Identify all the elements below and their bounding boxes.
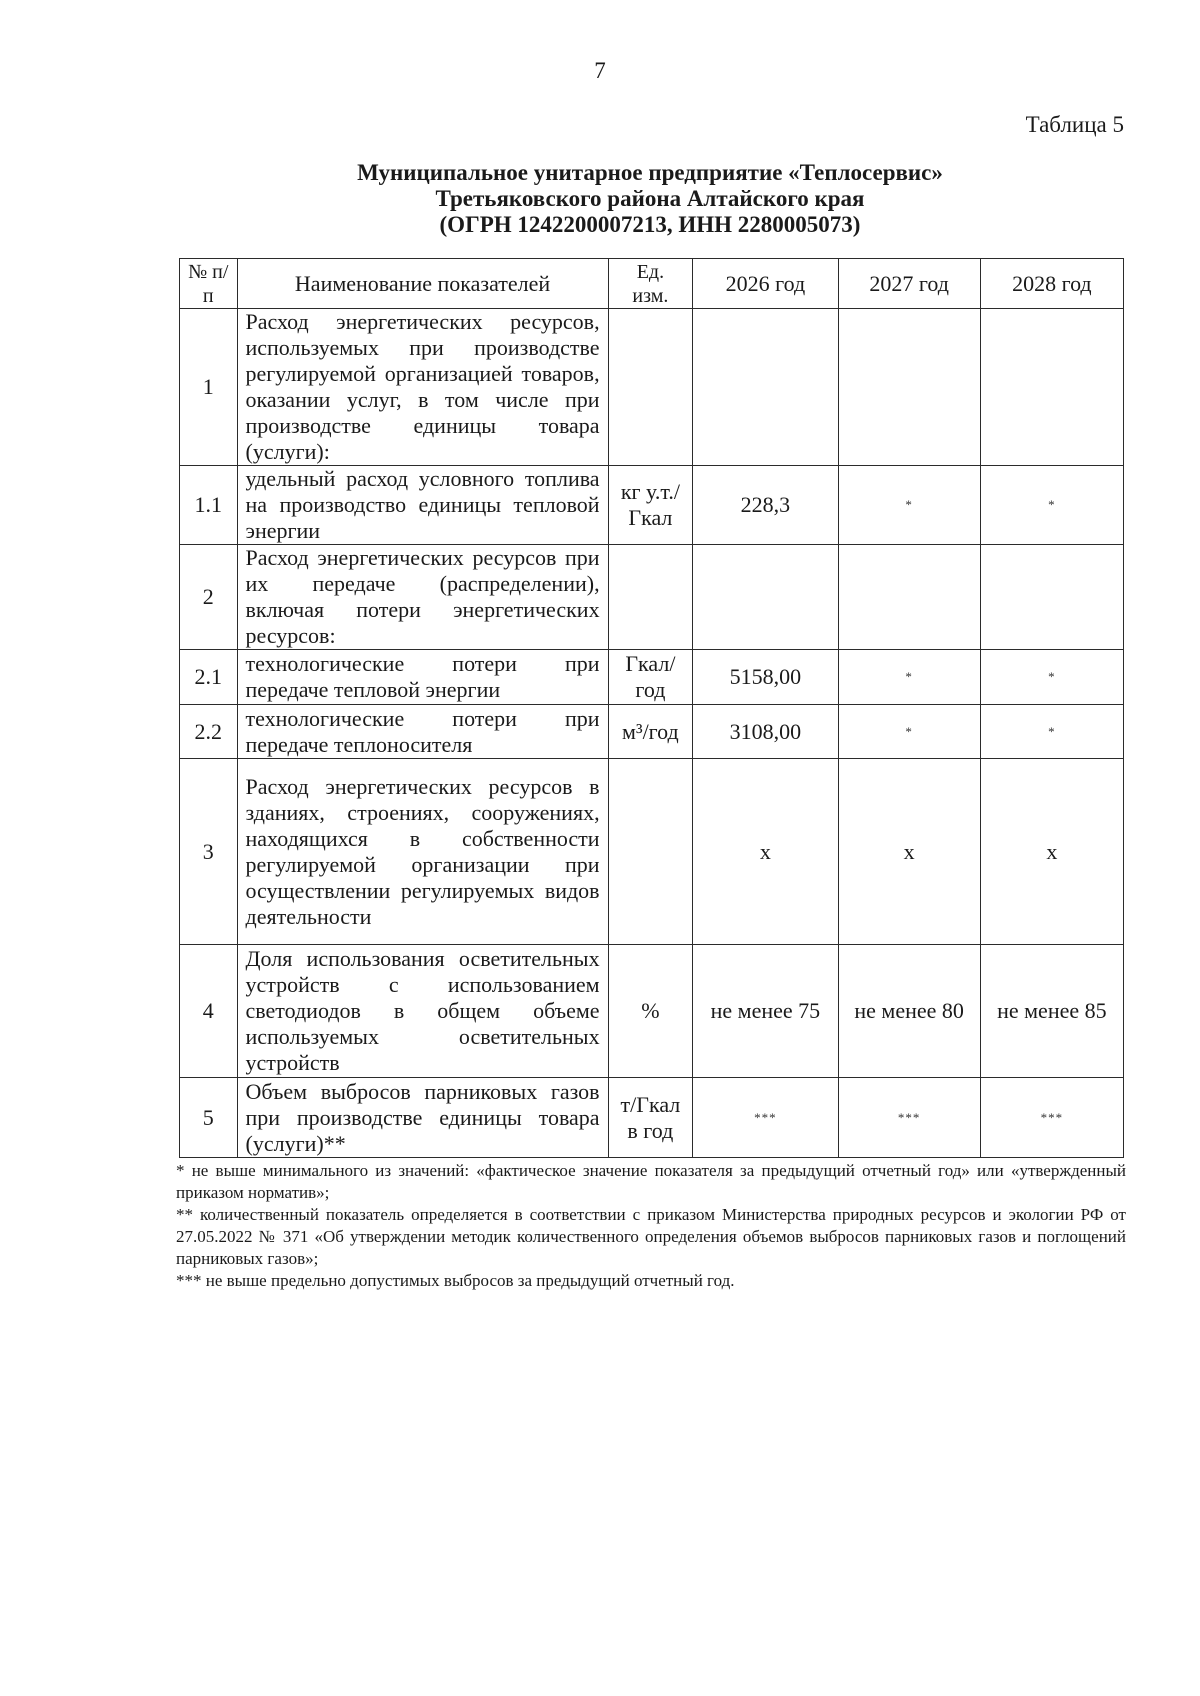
row-name: Доля использования осветительных устройств с использованием светодиодов в общем объеме используемых осветительных устройств <box>237 945 608 1078</box>
row-value-2028 <box>980 545 1123 650</box>
heading-line-3: (ОГРН 1242200007213, ИНН 2280005073) <box>439 212 861 237</box>
row-value-2028: * <box>980 650 1123 705</box>
row-name: Расход энергетических ресурсов при их передаче (распределении), включая потери энергетических ресурсов: <box>237 545 608 650</box>
indicators-table <box>179 258 1124 1158</box>
footnote-3: *** не выше предельно допустимых выбросов за предыдущий отчетный год. <box>176 1271 735 1290</box>
row-value-2027: * <box>838 705 980 759</box>
row-value-2026: х <box>693 759 838 945</box>
row-name: удельный расход условного топлива на производство единицы тепловой энергии <box>237 466 608 545</box>
row-value-2027: не менее 80 <box>838 945 980 1078</box>
row-value-2028: * <box>980 705 1123 759</box>
row-value-2026: не менее 75 <box>693 945 838 1078</box>
header-unit: Ед. изм. <box>608 259 693 309</box>
row-num: 2.1 <box>180 650 238 705</box>
row-value-2027 <box>838 545 980 650</box>
row-value-2026 <box>693 545 838 650</box>
row-value-2027: * <box>838 466 980 545</box>
footnote-2: ** количественный показатель определяется в соответствии с приказом Министерства природных ресурсов и экологии РФ от 27.05.2022 № 371 «Об утверждении методик количественного определения объемов выбросов парниковых газов и поглощений парниковых газов»; <box>176 1205 1126 1268</box>
row-value-2028: х <box>980 759 1123 945</box>
document-heading <box>180 160 1120 238</box>
row-name: Объем выбросов парниковых газов при производстве единицы товара (услуги)** <box>237 1078 608 1158</box>
table-row <box>180 705 1124 759</box>
row-unit: м³/год <box>608 705 693 759</box>
row-value-2027: * <box>838 650 980 705</box>
row-value-2026 <box>693 309 838 466</box>
table-row <box>180 1078 1124 1158</box>
table-row <box>180 759 1124 945</box>
heading-line-2: Третьяковского района Алтайского края <box>435 186 865 211</box>
row-value-2027 <box>838 309 980 466</box>
row-num: 5 <box>180 1078 238 1158</box>
row-unit <box>608 759 693 945</box>
heading-line-1: Муниципальное унитарное предприятие «Теплосервис» <box>357 160 943 185</box>
row-name: Расход энергетических ресурсов, используемых при производстве регулируемой организацией товаров, оказании услуг, в том числе при производстве единицы товара (услуги): <box>237 309 608 466</box>
row-num: 3 <box>180 759 238 945</box>
row-value-2026: 228,3 <box>693 466 838 545</box>
row-unit: т/Гкал в год <box>608 1078 693 1158</box>
header-num: № п/п <box>180 259 238 309</box>
row-unit: Гкал/ год <box>608 650 693 705</box>
row-unit: кг у.т./ Гкал <box>608 466 693 545</box>
table-row <box>180 309 1124 466</box>
row-value-2026: *** <box>693 1078 838 1158</box>
row-unit <box>608 545 693 650</box>
page-number: 7 <box>594 58 606 83</box>
row-value-2026: 5158,00 <box>693 650 838 705</box>
row-value-2028 <box>980 309 1123 466</box>
table-header-row <box>180 259 1124 309</box>
row-unit <box>608 309 693 466</box>
row-value-2028: не менее 85 <box>980 945 1123 1078</box>
row-name: технологические потери при передаче теплоносителя <box>237 705 608 759</box>
row-name: Расход энергетических ресурсов в зданиях, строениях, сооружениях, находящихся в собственности регулируемой организации при осуществлении регулируемых видов деятельности <box>237 759 608 945</box>
header-2026: 2026 год <box>693 259 838 309</box>
row-num: 2.2 <box>180 705 238 759</box>
row-value-2028: * <box>980 466 1123 545</box>
table-label: Таблица 5 <box>1025 112 1124 137</box>
row-value-2026: 3108,00 <box>693 705 838 759</box>
row-unit: % <box>608 945 693 1078</box>
row-num: 1.1 <box>180 466 238 545</box>
row-name: технологические потери при передаче тепловой энергии <box>237 650 608 705</box>
row-value-2028: *** <box>980 1078 1123 1158</box>
header-2028: 2028 год <box>980 259 1123 309</box>
row-num: 1 <box>180 309 238 466</box>
footnote-1: * не выше минимального из значений: «фактическое значение показателя за предыдущий отчетный год» или «утвержденный приказом норматив»; <box>176 1161 1126 1202</box>
table-row <box>180 945 1124 1078</box>
row-num: 4 <box>180 945 238 1078</box>
header-name: Наименование показателей <box>237 259 608 309</box>
row-value-2027: х <box>838 759 980 945</box>
header-2027: 2027 год <box>838 259 980 309</box>
table-row <box>180 545 1124 650</box>
row-value-2027: *** <box>838 1078 980 1158</box>
table-row <box>180 650 1124 705</box>
table-row <box>180 466 1124 545</box>
row-num: 2 <box>180 545 238 650</box>
footnotes <box>176 1160 1126 1292</box>
